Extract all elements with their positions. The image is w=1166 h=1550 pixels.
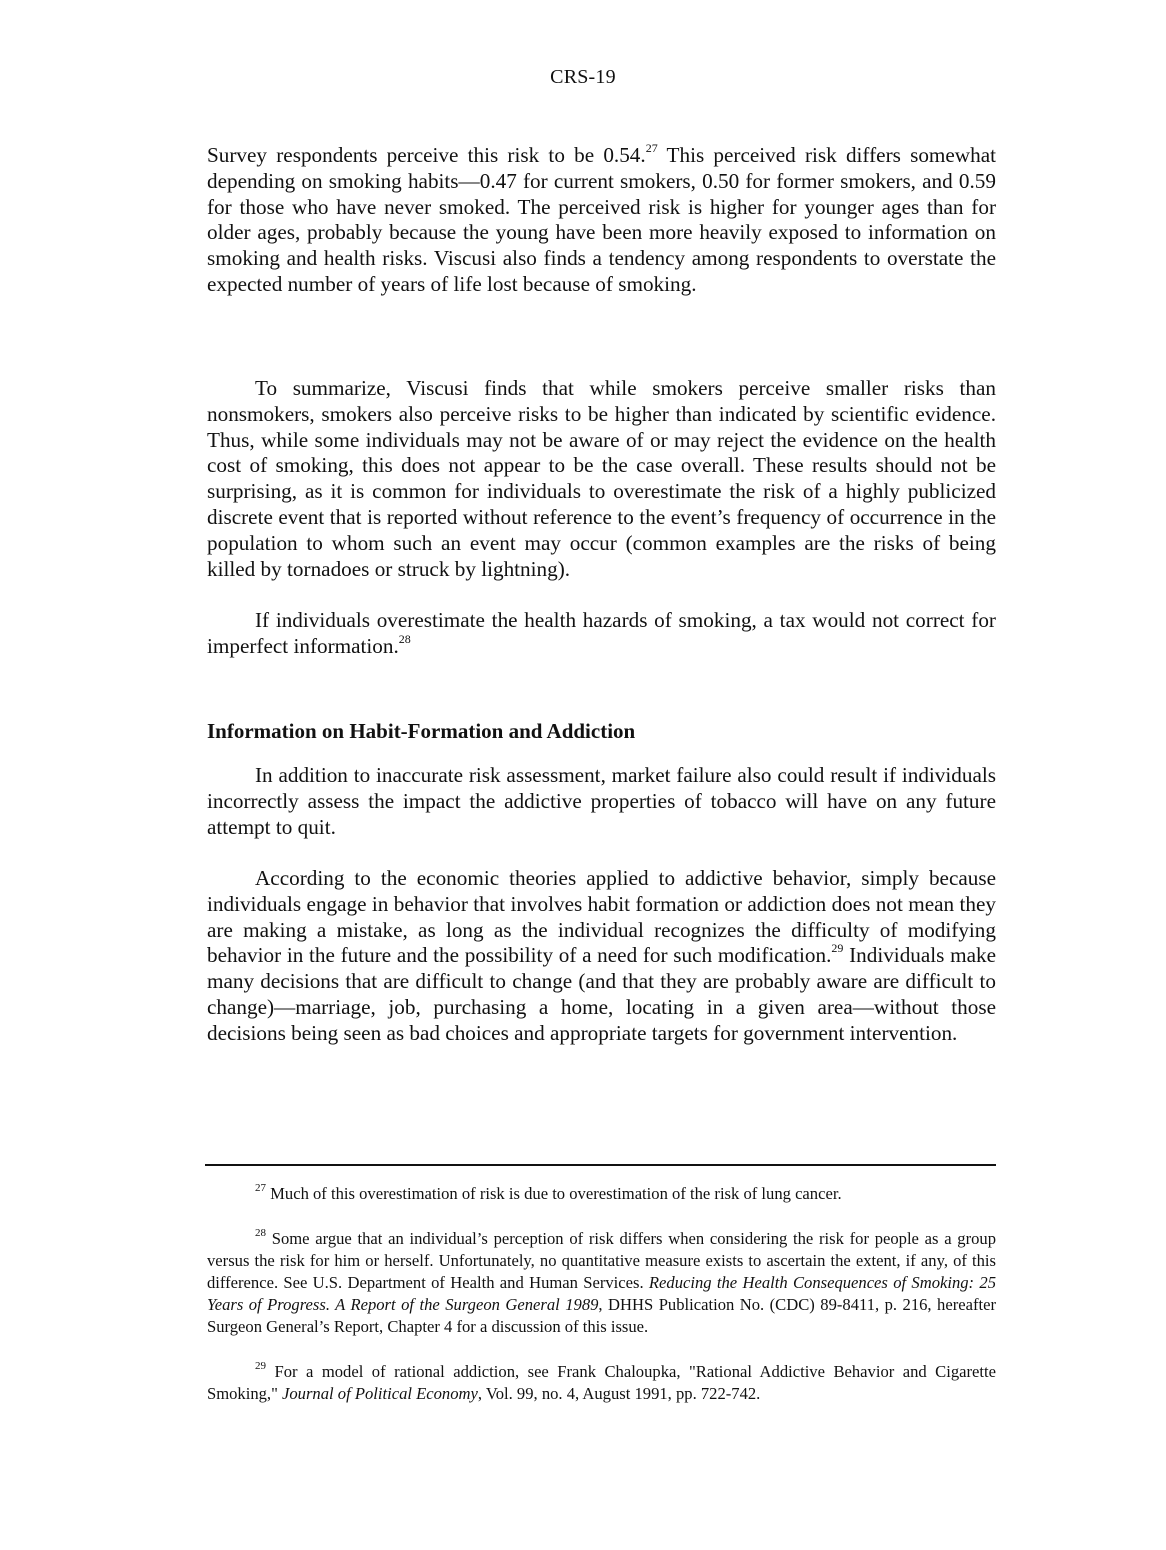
cited-report-title: Reducing the Health Consequences of Smoking: 25 Years of Progress. A Report of the Surgeon General 1989	[207, 1273, 996, 1314]
paragraph-market-failure: In addition to inaccurate risk assessment, market failure also could result if individuals incorrectly assess the impact the addictive properties of tobacco will have on any future attempt to quit.	[207, 763, 996, 839]
footnote-28	[207, 1228, 996, 1338]
footnote-ref-29[interactable]: 29	[831, 941, 844, 956]
footnote-number: 29	[255, 1360, 266, 1373]
paragraph-text: This perceived risk differs somewhat depending on smoking habits—0.47 for current smokers, 0.50 for former smokers, and 0.59 for those who have never smoked. The perceived risk is higher for younger ages than for older ages, probably because the young have been more heavily exposed to information on smoking and health risks. Viscusi also finds a tendency among respondents to overstate the expected number of years of life lost because of smoking.	[207, 143, 996, 296]
footnote-text: , Vol. 99, no. 4, August 1991, pp. 722-742.	[477, 1384, 761, 1403]
paragraph-summary: To summarize, Viscusi finds that while smokers perceive smaller risks than nonsmokers, smokers also perceive risks to be higher than indicated by scientific evidence. Thus, while some individuals may not be aware of or may reject the evidence on the health cost of smoking, this does not appear to be the case overall. These results should not be surprising, as it is common for individuals to overestimate the risk of a highly publicized discrete event that is reported without reference to the event’s frequency of occurrence in the population to whom such an event may occur (common examples are the risks of being killed by tornadoes or struck by lightning).	[207, 376, 996, 581]
footnote-ref-27[interactable]: 27	[645, 140, 658, 155]
footnote-ref-28[interactable]: 28	[398, 631, 411, 646]
footnote-text: Much of this overestimation of risk is due to overestimation of the risk of lung cancer.	[266, 1184, 842, 1203]
paragraph-text: Survey respondents perceive this risk to be 0.54.	[207, 143, 646, 167]
footnote-number: 27	[255, 1182, 266, 1195]
footnote-divider	[205, 1164, 996, 1166]
page-number-header: CRS-19	[550, 66, 616, 88]
paragraph-text: According to the economic theories applied to addictive behavior, simply because individuals engage in behavior that involves habit formation or addiction does not mean they are making a mistake, as long as the individual recognizes the difficulty of modifying behavior in the future and the possibility of a need for such modification.	[207, 866, 996, 968]
paragraph-text: Individuals make many decisions that are difficult to change (and that they are probably aware are difficult to change)—marriage, job, purchasing a home, locating in a given area—without those decisions being seen as bad choices and appropriate targets for government intervention.	[207, 943, 997, 1045]
footnote-text: , DHHS Publication No. (CDC) 89-8411, p. 216, hereafter Surgeon General’s Report, Chapter 4 for a discussion of this issue.	[207, 1295, 996, 1336]
paragraph-text: If individuals overestimate the health hazards of smoking, a tax would not correct for imperfect information.	[207, 608, 996, 658]
paragraph-economic-theories	[207, 866, 996, 1047]
cited-journal-title: Journal of Political Economy	[282, 1384, 478, 1403]
footnote-text: For a model of rational addiction, see Frank Chaloupka, "Rational Addictive Behavior and Cigarette Smoking,"	[207, 1362, 996, 1403]
footnote-text: Some argue that an individual’s perception of risk differs when considering the risk for people as a group versus the risk for him or herself. Unfortunately, no quantitative measure exists to ascertain the extent, if any, of this difference. See U.S. Department of Health and Human Services.	[207, 1229, 996, 1292]
section-heading: Information on Habit-Formation and Addiction	[207, 719, 636, 743]
footnote-number: 28	[255, 1227, 266, 1240]
footnote-27	[207, 1183, 996, 1205]
paragraph-perceived-risk	[207, 140, 996, 298]
paragraph-tax-conclusion	[207, 608, 996, 660]
footnote-29	[207, 1361, 996, 1405]
